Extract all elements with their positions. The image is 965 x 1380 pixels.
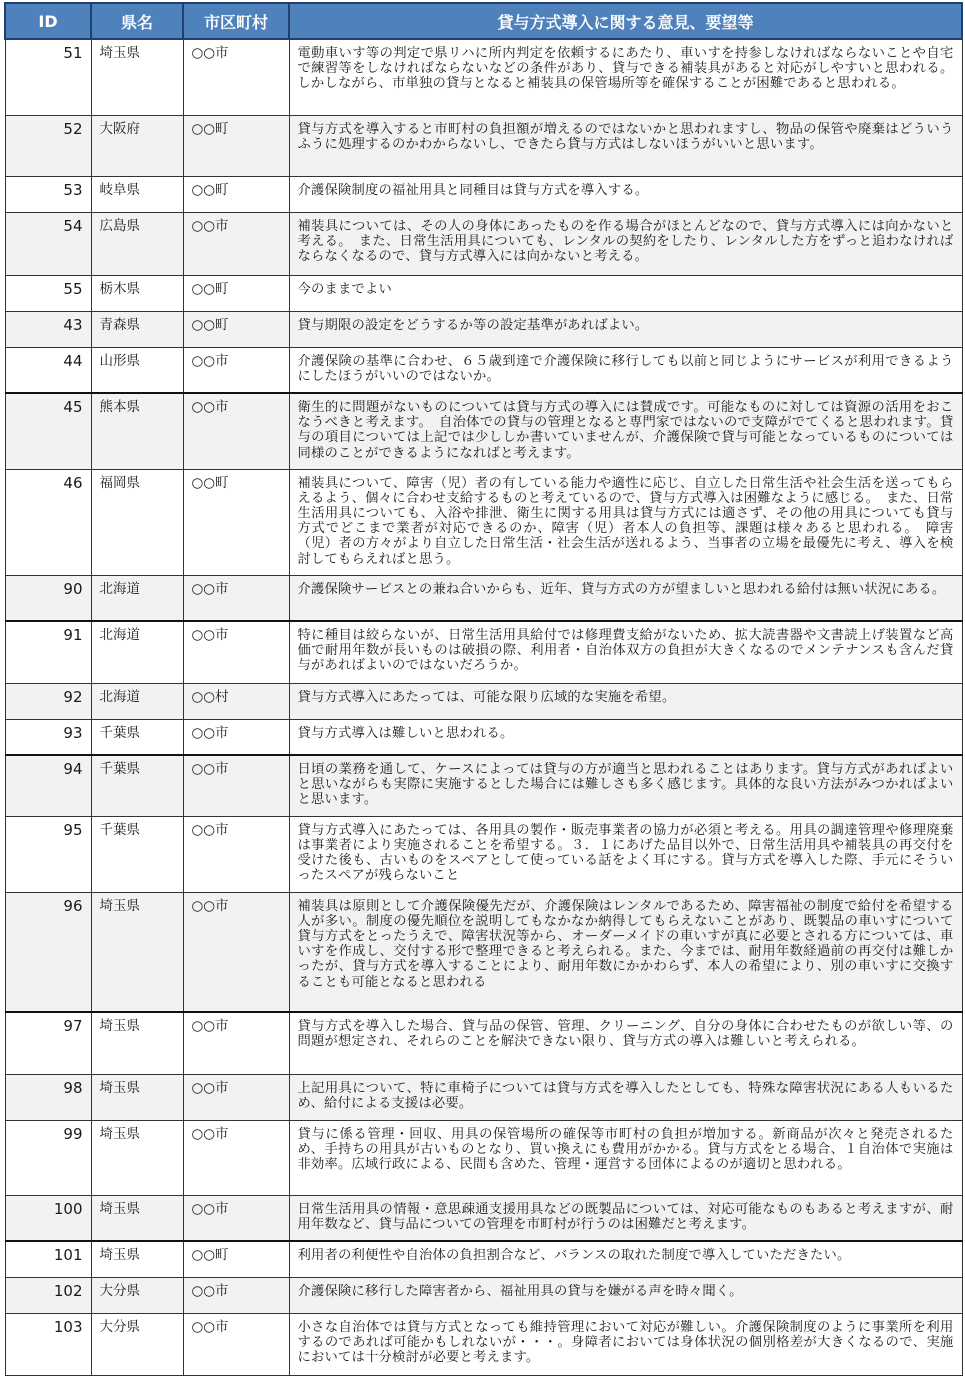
row-prefecture: 栃木県 — [91, 275, 183, 311]
row-municipality: ○○町 — [183, 275, 289, 311]
row-municipality: ○○市 — [183, 621, 289, 683]
row-id: 52 — [5, 115, 91, 176]
row-municipality: ○○市 — [183, 1195, 289, 1241]
table-header-row — [5, 3, 962, 39]
row-municipality: ○○市 — [183, 755, 289, 816]
header-prefecture: 県名 — [91, 3, 183, 39]
row-municipality: ○○市 — [183, 816, 289, 892]
row-id: 91 — [5, 621, 91, 683]
table-row — [5, 469, 962, 575]
table-row — [5, 1012, 962, 1074]
table-row — [5, 755, 962, 816]
row-opinion: 介護保険サービスとの兼ね合いからも、近年、貸与方式の方が望ましいと思われる給付は無い状況にある。 — [289, 575, 962, 621]
row-municipality: ○○市 — [183, 1012, 289, 1074]
table-row — [5, 1074, 962, 1120]
row-municipality: ○○市 — [183, 347, 289, 393]
row-prefecture: 埼玉県 — [91, 892, 183, 1012]
row-id: 94 — [5, 755, 91, 816]
row-id: 46 — [5, 469, 91, 575]
row-opinion: 電動車いす等の判定で県リハに所内判定を依頼するにあたり、車いすを持参しなければならないことや自宅で練習等をしなければならないなどの条件があり、貸与できる補装具があると対応がしやすいと思われる。しかしながら、市単独の貸与となると補装具の保管場所等を確保することが困難であると思われる。 — [289, 39, 962, 115]
row-opinion: 介護保険の基準に合わせ、６５歳到達で介護保険に移行しても以前と同じようにサービスが利用できるようにしたほうがいいのではないか。 — [289, 347, 962, 393]
row-prefecture: 北海道 — [91, 683, 183, 719]
row-id: 96 — [5, 892, 91, 1012]
table-row — [5, 176, 962, 212]
opinion-table-container — [4, 2, 961, 1376]
row-prefecture: 埼玉県 — [91, 1012, 183, 1074]
row-municipality: ○○市 — [183, 892, 289, 1012]
row-prefecture: 福岡県 — [91, 469, 183, 575]
row-opinion: 貸与期限の設定をどうするか等の設定基準があればよい。 — [289, 311, 962, 347]
row-prefecture: 岐阜県 — [91, 176, 183, 212]
row-id: 55 — [5, 275, 91, 311]
table-row — [5, 1120, 962, 1195]
row-municipality: ○○町 — [183, 311, 289, 347]
table-row — [5, 1241, 962, 1277]
table-row — [5, 892, 962, 1012]
row-municipality: ○○市 — [183, 719, 289, 755]
row-id: 54 — [5, 212, 91, 275]
row-opinion: 貸与方式導入にあたっては、可能な限り広域的な実施を希望。 — [289, 683, 962, 719]
table-row — [5, 39, 962, 115]
row-prefecture: 埼玉県 — [91, 1120, 183, 1195]
table-row — [5, 683, 962, 719]
row-municipality: ○○市 — [183, 1277, 289, 1313]
table-row — [5, 212, 962, 275]
table-row — [5, 393, 962, 469]
row-prefecture: 埼玉県 — [91, 1241, 183, 1277]
row-opinion: 貸与方式導入にあたっては、各用具の製作・販売事業者の協力が必須と考える。用具の調達管理や修理廃棄は事業者により実施されることを希望する。３．１にあげた品目以外で、日常生活用具や補装具の再交付を受けた後も、古いものをスペアとして使っている話をよく耳にする。貸与方式を導入した際、手元にそういったスペアが残らないこと — [289, 816, 962, 892]
row-prefecture: 埼玉県 — [91, 1074, 183, 1120]
table-row — [5, 719, 962, 755]
table-row — [5, 575, 962, 621]
row-prefecture: 大阪府 — [91, 115, 183, 176]
row-opinion: 貸与方式を導入すると市町村の負担額が増えるのではないかと思われますし、物品の保管や廃棄はどういうふうに処理するのかわからないし、できたら貸与方式はしないほうがいいと思います。 — [289, 115, 962, 176]
row-opinion: 貸与に係る管理・回収、用具の保管場所の確保等市町村の負担が増加する。新商品が次々と発売されるため、手持ちの用具が古いものとなり、買い換えにも費用がかかる。貸与方式をとる場合、１自治体で実施は非効率。広域行政による、民間も含めた、管理・運営する団体によるのが適切と思われる。 — [289, 1120, 962, 1195]
row-opinion: 特に種目は絞らないが、日常生活用具給付では修理費支給がないため、拡大読書器や文書読上げ装置など高価で耐用年数が長いものは破損の際、利用者・自治体双方の負担が大きくなるのでメンテナンスも含んだ貸与があればよいのではないだろうか。 — [289, 621, 962, 683]
table-row — [5, 347, 962, 393]
row-opinion: 日常生活用具の情報・意思疎通支援用具などの既製品については、対応可能なものもあると考えますが、耐用年数など、貸与品についての管理を市町村が行うのは困難だと考えます。 — [289, 1195, 962, 1241]
table-row — [5, 1195, 962, 1241]
row-id: 101 — [5, 1241, 91, 1277]
row-opinion: 介護保険に移行した障害者から、福祉用具の貸与を嫌がる声を時々聞く。 — [289, 1277, 962, 1313]
table-row — [5, 621, 962, 683]
row-municipality: ○○市 — [183, 1313, 289, 1375]
row-opinion: 上記用具について、特に車椅子については貸与方式を導入したとしても、特殊な障害状況にある人もいるため、給付による支援は必要。 — [289, 1074, 962, 1120]
table-row — [5, 1313, 962, 1375]
row-id: 98 — [5, 1074, 91, 1120]
row-opinion: 補装具について、障害（児）者の有している能力や適性に応じ、自立した日常生活や社会生活を送ってもらえるよう、個々に合わせ支給するものと考えているので、貸与方式導入は困難なように感じる。 また、日常生活用具についても、入浴や排泄、衛生に関する用具は貸与方式には適さず、その他の用具についても貸与方式でどこまで業者が対応できるのか、障害（児）者本人の負担等、課題は様々あると思われる。 障害（児）者の方々がより自立した日常生活・社会生活が送れるよう、当事者の立場を最優先に考え、導入を検討してもらえればと思う。 — [289, 469, 962, 575]
row-id: 99 — [5, 1120, 91, 1195]
row-municipality: ○○町 — [183, 176, 289, 212]
row-prefecture: 熊本県 — [91, 393, 183, 469]
row-id: 45 — [5, 393, 91, 469]
row-prefecture: 大分県 — [91, 1313, 183, 1375]
row-municipality: ○○市 — [183, 393, 289, 469]
row-opinion: 日頃の業務を通して、ケースによっては貸与の方が適当と思われることはあります。貸与方式があればよいと思いながらも実際に実施するとした場合には難しさも多く感じます。具体的な良い方法がみつかればよいと思います。 — [289, 755, 962, 816]
row-prefecture: 埼玉県 — [91, 39, 183, 115]
row-opinion: 補装具は原則として介護保険優先だが、介護保険はレンタルであるため、障害福祉の制度で給付を希望する人が多い。制度の優先順位を説明してもなかなか納得してもらえないことがあり、既製品の車いすについて貸与方式をとったうえで、障害状況等から、オーダーメイドの車いすが真に必要とされる方については、車いすを作成し、交付する形で整理できると考えられる。また、今までは、耐用年数経過前の再交付は難しかったが、貸与方式を導入することにより、耐用年数にかかわらず、本人の希望により、別の車いすに交換することも可能となると思われる — [289, 892, 962, 1012]
row-id: 53 — [5, 176, 91, 212]
row-id: 51 — [5, 39, 91, 115]
row-municipality: ○○市 — [183, 39, 289, 115]
row-id: 93 — [5, 719, 91, 755]
row-municipality: ○○市 — [183, 212, 289, 275]
table-row — [5, 275, 962, 311]
row-id: 95 — [5, 816, 91, 892]
row-id: 43 — [5, 311, 91, 347]
row-prefecture: 千葉県 — [91, 755, 183, 816]
header-opinion: 貸与方式導入に関する意見、要望等 — [289, 3, 962, 39]
row-prefecture: 北海道 — [91, 575, 183, 621]
row-prefecture: 千葉県 — [91, 719, 183, 755]
row-id: 44 — [5, 347, 91, 393]
row-opinion: 貸与方式を導入した場合、貸与品の保管、管理、クリーニング、自分の身体に合わせたものが欲しい等、の問題が想定され、それらのことを解決できない限り、貸与方式の導入は難しいと考えられる。 — [289, 1012, 962, 1074]
row-prefecture: 埼玉県 — [91, 1195, 183, 1241]
row-opinion: 小さな自治体では貸与方式となっても維持管理において対応が難しい。介護保険制度のように事業所を利用するのであれば可能かもしれないが・・・。身障者においては身体状況の個別格差が大きくなるので、実施においては十分検討が必要と考えます。 — [289, 1313, 962, 1375]
table-row — [5, 115, 962, 176]
header-municipality: 市区町村 — [183, 3, 289, 39]
table-row — [5, 816, 962, 892]
row-prefecture: 大分県 — [91, 1277, 183, 1313]
row-prefecture: 千葉県 — [91, 816, 183, 892]
opinion-table — [4, 2, 963, 1376]
row-opinion: 介護保険制度の福祉用具と同種目は貸与方式を導入する。 — [289, 176, 962, 212]
row-id: 97 — [5, 1012, 91, 1074]
row-municipality: ○○市 — [183, 1074, 289, 1120]
row-id: 100 — [5, 1195, 91, 1241]
table-row — [5, 1277, 962, 1313]
row-municipality: ○○市 — [183, 1120, 289, 1195]
row-id: 92 — [5, 683, 91, 719]
row-opinion: 衛生的に問題がないものについては貸与方式の導入には賛成です。可能なものに対しては資源の活用をおこなうべきと考えます。 自治体での貸与の管理となると専門家ではないので支障がでてくると思われます。貸与の項目については上記では少ししか書いていませんが、介護保険で貸与可能となっているものについては同様のことができるようになればと考えます。 — [289, 393, 962, 469]
row-municipality: ○○町 — [183, 115, 289, 176]
row-id: 90 — [5, 575, 91, 621]
row-prefecture: 山形県 — [91, 347, 183, 393]
row-opinion: 今のままでよい — [289, 275, 962, 311]
row-municipality: ○○市 — [183, 575, 289, 621]
row-municipality: ○○町 — [183, 469, 289, 575]
row-municipality: ○○町 — [183, 1241, 289, 1277]
row-prefecture: 青森県 — [91, 311, 183, 347]
table-row — [5, 311, 962, 347]
row-prefecture: 広島県 — [91, 212, 183, 275]
row-opinion: 補装具については、その人の身体にあったものを作る場合がほとんどなので、貸与方式導入には向かないと考える。 また、日常生活用具についても、レンタルの契約をしたり、レンタルした方をずっと追わなければならなくなるので、貸与方式導入には向かないと考える。 — [289, 212, 962, 275]
row-opinion: 貸与方式導入は難しいと思われる。 — [289, 719, 962, 755]
row-id: 103 — [5, 1313, 91, 1375]
row-opinion: 利用者の利便性や自治体の負担割合など、バランスの取れた制度で導入していただきたい。 — [289, 1241, 962, 1277]
row-id: 102 — [5, 1277, 91, 1313]
row-municipality: ○○村 — [183, 683, 289, 719]
row-prefecture: 北海道 — [91, 621, 183, 683]
header-id: ID — [5, 3, 91, 39]
